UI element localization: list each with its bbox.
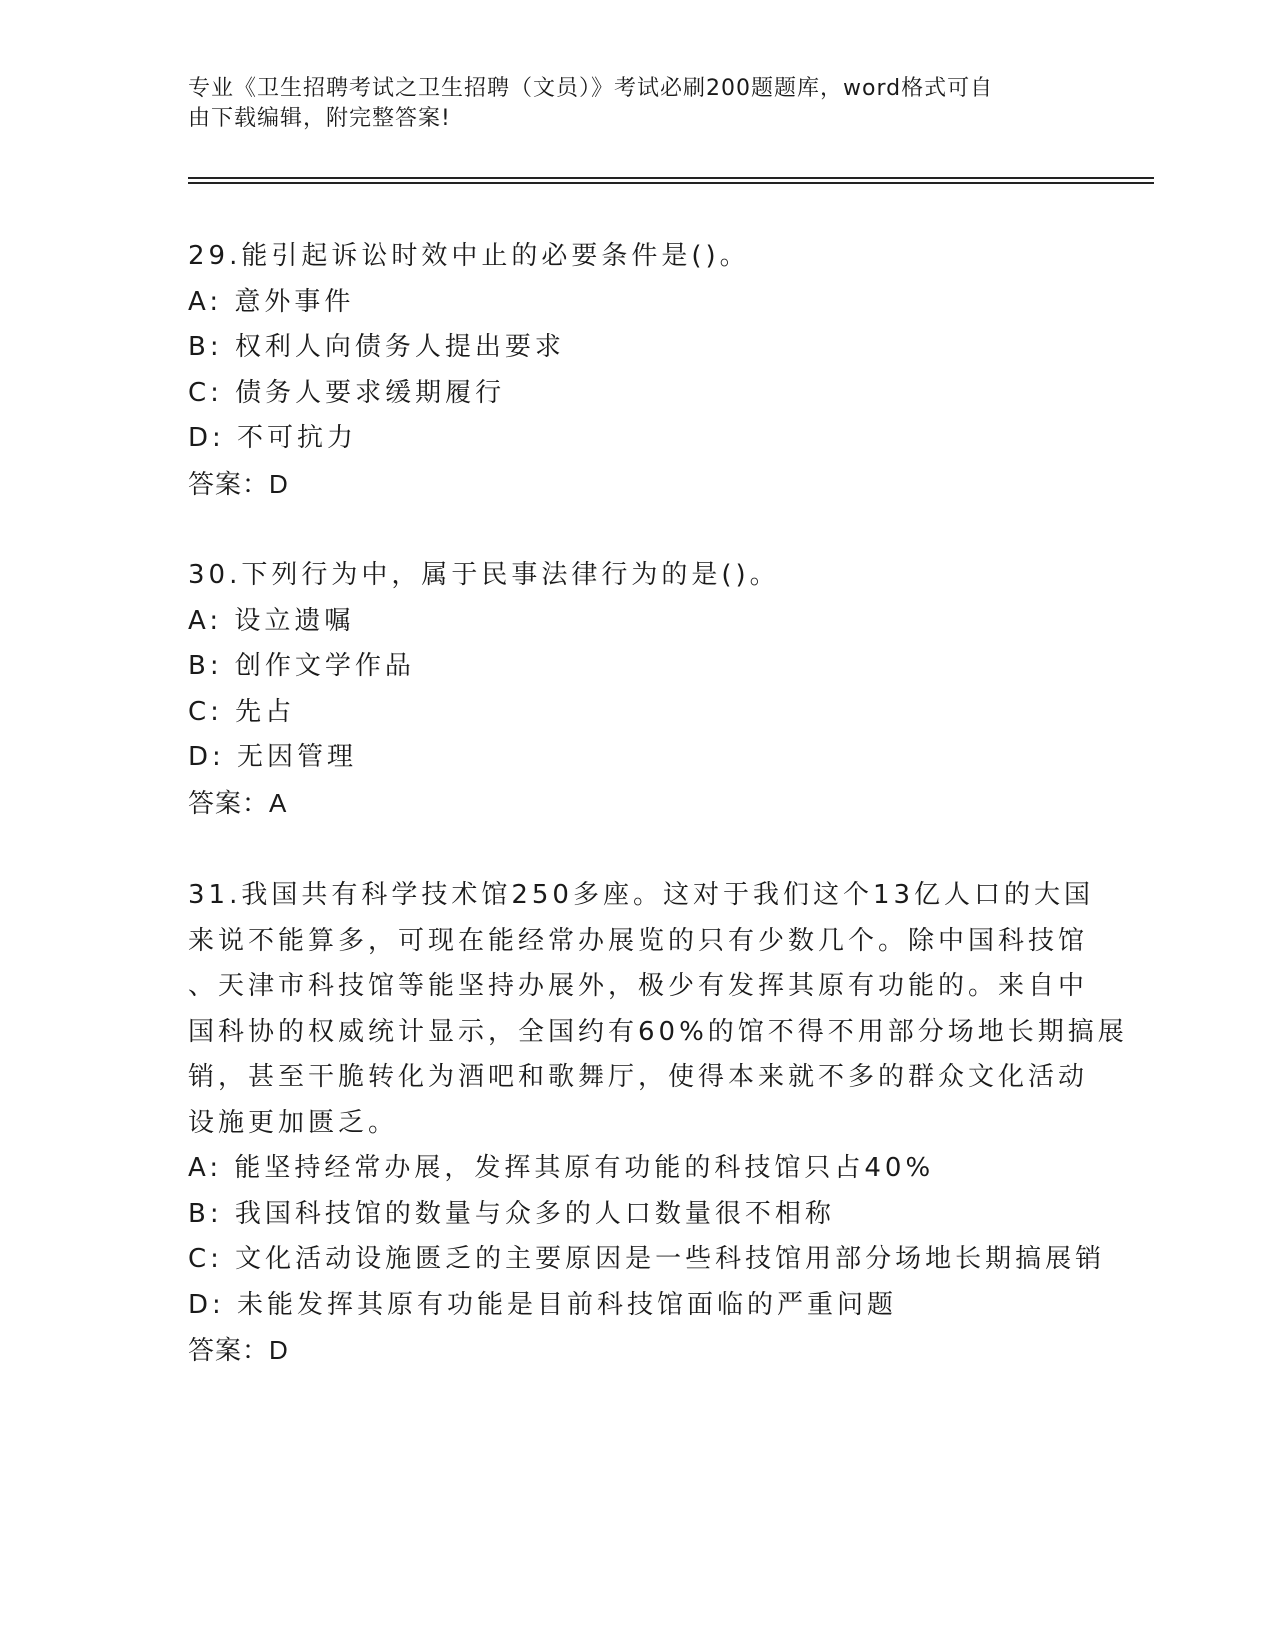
option-b: B: 权利人向债务人提出要求 bbox=[188, 332, 565, 362]
header-divider-top bbox=[188, 177, 1154, 179]
option-c: C: 先占 bbox=[188, 696, 296, 727]
option-d: D: 未能发挥其原有功能是目前科技馆面临的严重问题 bbox=[188, 1289, 898, 1320]
question-stem-line: 、天津市科技馆等能坚持办展外，极少有发挥其原有功能的。来自中 bbox=[188, 971, 1089, 1001]
question-stem: 29.能引起诉讼时效中止的必要条件是()。 bbox=[188, 241, 750, 271]
option-c: C: 文化活动设施匮乏的主要原因是一些科技馆用部分场地长期搞展销 bbox=[188, 1244, 1106, 1274]
question-stem-line: 设施更加匮乏。 bbox=[188, 1107, 399, 1138]
question-31 bbox=[188, 873, 1128, 1374]
option-d: D: 不可抗力 bbox=[188, 423, 358, 453]
question-stem-line: 31.我国共有科学技术馆250多座。这对于我们这个13亿人口的大国 bbox=[188, 880, 1095, 910]
question-stem-line: 来说不能算多，可现在能经常办展览的只有少数几个。除中国科技馆 bbox=[188, 925, 1089, 956]
header-title-line-1: 专业《卫生招聘考试之卫生招聘（文员）》考试必刷200题题库，word格式可自 bbox=[188, 76, 994, 101]
option-a: A: 意外事件 bbox=[188, 286, 355, 317]
option-a: A: 设立遗嘱 bbox=[188, 605, 355, 636]
option-a: A: 能坚持经常办展，发挥其原有功能的科技馆只占40% bbox=[188, 1153, 935, 1183]
question-stem-line: 国科协的权威统计显示，全国约有60%的馆不得不用部分场地长期搞展 bbox=[188, 1016, 1128, 1047]
question-29 bbox=[188, 234, 1088, 507]
answer-label: 答案：D bbox=[188, 468, 289, 499]
header-title-line-2: 由下载编辑，附完整答案! bbox=[188, 106, 451, 131]
question-stem: 30.下列行为中，属于民事法律行为的是()。 bbox=[188, 560, 780, 590]
question-30 bbox=[188, 553, 1088, 826]
answer-label: 答案：A bbox=[188, 787, 288, 818]
document-header bbox=[188, 74, 1068, 134]
question-stem-line: 销，甚至干脆转化为酒吧和歌舞厅，使得本来就不多的群众文化活动 bbox=[188, 1062, 1089, 1092]
option-b: B: 我国科技馆的数量与众多的人口数量很不相称 bbox=[188, 1198, 835, 1229]
option-d: D: 无因管理 bbox=[188, 742, 358, 772]
answer-label: 答案：D bbox=[188, 1335, 289, 1365]
option-c: C: 债务人要求缓期履行 bbox=[188, 377, 506, 408]
option-b: B: 创作文学作品 bbox=[188, 651, 415, 681]
header-divider-bottom bbox=[188, 182, 1154, 184]
